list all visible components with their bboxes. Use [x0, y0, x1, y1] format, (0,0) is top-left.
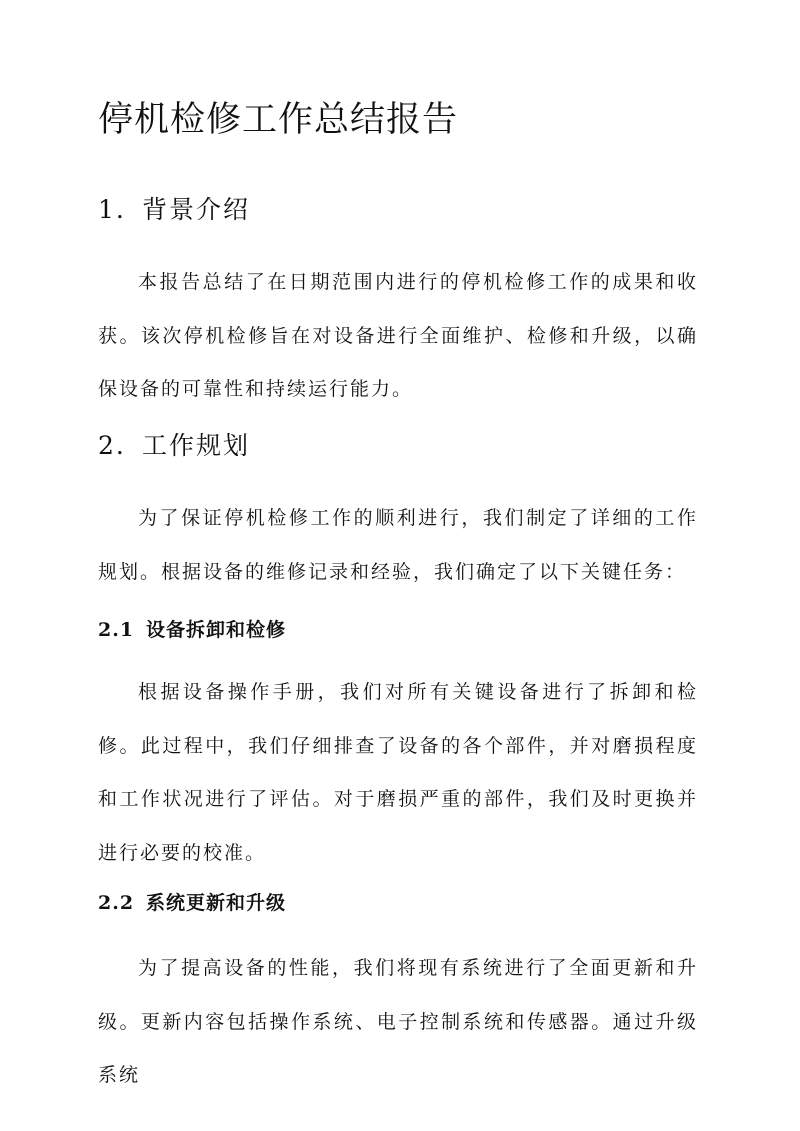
- subsection-number: 2.2: [98, 892, 135, 914]
- subsection-title: 系统更新和升级: [146, 892, 287, 914]
- section-title: 工作规划: [142, 431, 251, 460]
- section-heading-background: [98, 192, 250, 228]
- document-title: 停机检修工作总结报告: [98, 100, 459, 140]
- subsection-heading-system-update: [98, 889, 286, 917]
- subsection-number: 2.1: [98, 619, 135, 641]
- subsection-heading-disassembly: [98, 616, 286, 644]
- section-paragraph-background: 本报告总结了在日期范围内进行的停机检修工作的成果和收获。该次停机检修旨在对设备进行全面维护、检修和升级，以确保设备的可靠性和持续运行能力。: [98, 271, 698, 400]
- subsection-paragraph-disassembly: 根据设备操作手册，我们对所有关键设备进行了拆卸和检修。此过程中，我们仔细排查了设备的各个部件，并对磨损程度和工作状况进行了评估。对于磨损严重的部件，我们及时更换并进行必要的校准。: [98, 681, 698, 864]
- section-title: 背景介绍: [142, 195, 251, 224]
- subsection-paragraph-system-update: 为了提高设备的性能，我们将现有系统进行了全面更新和升级。更新内容包括操作系统、电子控制系统和传感器。通过升级系统: [98, 957, 698, 1086]
- section-number: 1.: [98, 195, 126, 224]
- section-number: 2.: [98, 431, 126, 460]
- section-paragraph-work-plan: 为了保证停机检修工作的顺利进行，我们制定了详细的工作规划。根据设备的维修记录和经验，我们确定了以下关键任务：: [98, 507, 698, 583]
- section-heading-work-plan: [98, 428, 250, 464]
- subsection-title: 设备拆卸和检修: [146, 619, 287, 641]
